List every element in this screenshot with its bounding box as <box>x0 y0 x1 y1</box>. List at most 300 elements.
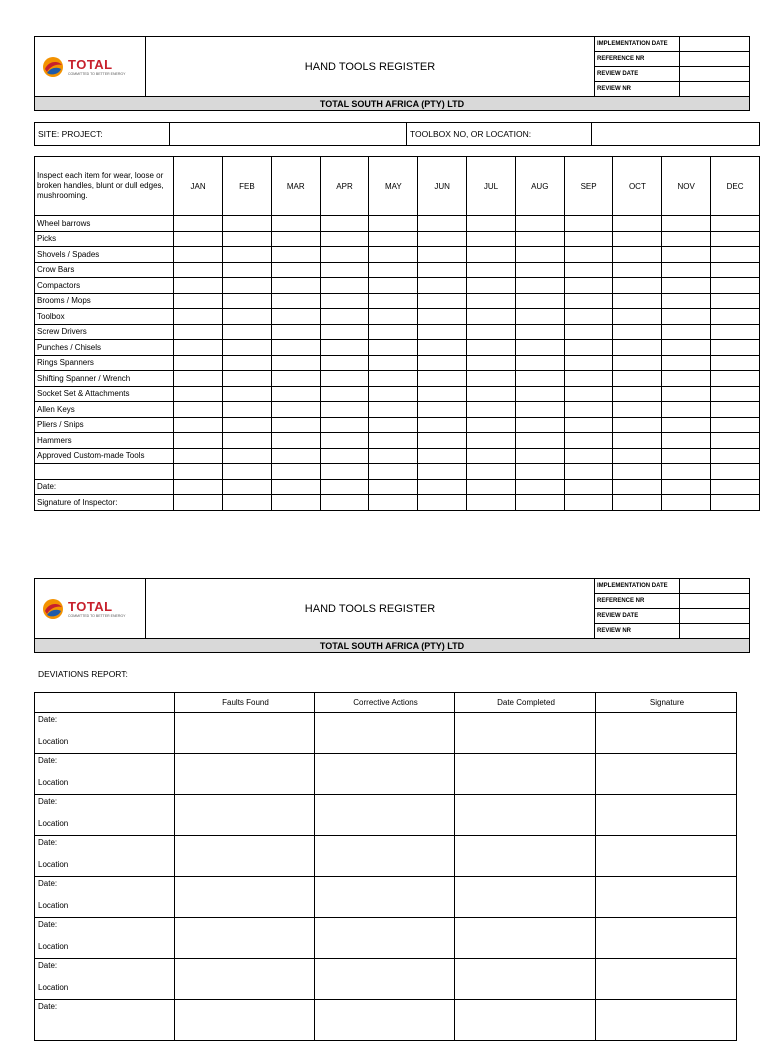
check-cell[interactable] <box>662 324 711 340</box>
deviation-date-location[interactable] <box>35 1000 175 1041</box>
check-cell[interactable] <box>418 448 467 464</box>
check-cell[interactable] <box>662 340 711 356</box>
check-cell[interactable] <box>662 402 711 418</box>
check-cell[interactable] <box>711 247 760 263</box>
check-cell[interactable] <box>564 464 613 480</box>
check-cell[interactable] <box>564 371 613 387</box>
review-nr-value[interactable] <box>680 624 750 639</box>
check-cell[interactable] <box>662 448 711 464</box>
check-cell[interactable] <box>222 479 271 495</box>
check-cell[interactable] <box>222 386 271 402</box>
check-cell[interactable] <box>515 433 564 449</box>
check-cell[interactable] <box>711 495 760 511</box>
check-cell[interactable] <box>271 417 320 433</box>
deviation-date-location[interactable] <box>35 877 175 918</box>
check-cell[interactable] <box>515 262 564 278</box>
check-cell[interactable] <box>613 464 662 480</box>
check-cell[interactable] <box>418 386 467 402</box>
check-cell[interactable] <box>271 479 320 495</box>
check-cell[interactable] <box>271 386 320 402</box>
check-cell[interactable] <box>613 278 662 294</box>
check-cell[interactable] <box>369 386 418 402</box>
check-cell[interactable] <box>369 479 418 495</box>
check-cell[interactable] <box>564 216 613 232</box>
deviation-entry-cell[interactable] <box>315 795 455 836</box>
check-cell[interactable] <box>320 324 369 340</box>
deviation-entry-cell[interactable] <box>596 754 737 795</box>
check-cell[interactable] <box>515 231 564 247</box>
check-cell[interactable] <box>467 448 516 464</box>
implementation-date-label: IMPLEMENTATION DATE <box>595 579 680 594</box>
check-cell[interactable] <box>564 479 613 495</box>
deviation-entry-cell[interactable] <box>596 713 737 754</box>
check-cell[interactable] <box>662 464 711 480</box>
check-cell[interactable] <box>369 448 418 464</box>
check-cell[interactable] <box>369 309 418 325</box>
blank-row <box>35 464 760 480</box>
check-cell[interactable] <box>174 371 223 387</box>
check-cell[interactable] <box>320 247 369 263</box>
tool-row <box>35 309 760 325</box>
check-cell[interactable] <box>418 216 467 232</box>
check-cell[interactable] <box>222 324 271 340</box>
check-cell[interactable] <box>174 355 223 371</box>
deviation-entry-cell[interactable] <box>596 1000 737 1041</box>
check-cell[interactable] <box>564 495 613 511</box>
check-cell[interactable] <box>564 247 613 263</box>
check-cell[interactable] <box>222 293 271 309</box>
check-cell[interactable] <box>174 340 223 356</box>
check-cell[interactable] <box>174 247 223 263</box>
check-cell[interactable] <box>369 278 418 294</box>
check-cell[interactable] <box>662 309 711 325</box>
check-cell[interactable] <box>613 417 662 433</box>
check-cell[interactable] <box>467 464 516 480</box>
review-date-label: REVIEW DATE <box>595 67 680 82</box>
check-cell[interactable] <box>369 247 418 263</box>
check-cell[interactable] <box>515 324 564 340</box>
check-cell[interactable] <box>613 262 662 278</box>
check-cell[interactable] <box>320 464 369 480</box>
check-cell[interactable] <box>711 371 760 387</box>
check-cell[interactable] <box>467 417 516 433</box>
check-cell[interactable] <box>320 262 369 278</box>
deviation-entry-cell[interactable] <box>175 959 315 1000</box>
check-cell[interactable] <box>271 278 320 294</box>
check-cell[interactable] <box>711 262 760 278</box>
check-cell[interactable] <box>662 247 711 263</box>
check-cell[interactable] <box>320 293 369 309</box>
check-cell[interactable] <box>271 324 320 340</box>
check-cell[interactable] <box>613 433 662 449</box>
deviation-entry-cell[interactable] <box>315 836 455 877</box>
check-cell[interactable] <box>369 355 418 371</box>
check-cell[interactable] <box>271 371 320 387</box>
check-cell[interactable] <box>711 216 760 232</box>
check-cell[interactable] <box>564 340 613 356</box>
check-cell[interactable] <box>467 355 516 371</box>
check-cell[interactable] <box>320 355 369 371</box>
check-cell[interactable] <box>222 371 271 387</box>
check-cell[interactable] <box>369 371 418 387</box>
check-cell[interactable] <box>174 464 223 480</box>
check-cell[interactable] <box>662 386 711 402</box>
check-cell[interactable] <box>320 479 369 495</box>
check-cell[interactable] <box>711 324 760 340</box>
check-cell[interactable] <box>222 495 271 511</box>
deviation-entry-cell[interactable] <box>175 836 315 877</box>
check-cell[interactable] <box>418 433 467 449</box>
reference-nr-value[interactable] <box>680 594 750 609</box>
check-cell[interactable] <box>320 433 369 449</box>
deviation-entry-cell[interactable] <box>596 877 737 918</box>
check-cell[interactable] <box>613 340 662 356</box>
check-cell[interactable] <box>320 371 369 387</box>
deviation-entry-cell[interactable] <box>455 959 596 1000</box>
check-cell[interactable] <box>369 293 418 309</box>
check-cell[interactable] <box>467 231 516 247</box>
deviation-column-header: Corrective Actions <box>315 693 455 713</box>
check-cell[interactable] <box>564 402 613 418</box>
check-cell[interactable] <box>662 293 711 309</box>
check-cell[interactable] <box>174 278 223 294</box>
check-cell[interactable] <box>515 278 564 294</box>
check-cell[interactable] <box>222 355 271 371</box>
check-cell[interactable] <box>418 479 467 495</box>
check-cell[interactable] <box>320 278 369 294</box>
check-cell[interactable] <box>320 216 369 232</box>
check-cell[interactable] <box>662 479 711 495</box>
deviation-entry-cell[interactable] <box>175 1000 315 1041</box>
check-cell[interactable] <box>271 293 320 309</box>
deviation-date-location[interactable] <box>35 754 175 795</box>
check-cell[interactable] <box>515 402 564 418</box>
tool-row <box>35 386 760 402</box>
deviation-entry-cell[interactable] <box>175 795 315 836</box>
deviation-date-location[interactable] <box>35 959 175 1000</box>
deviation-entry-cell[interactable] <box>596 918 737 959</box>
check-cell[interactable] <box>174 495 223 511</box>
check-cell[interactable] <box>369 340 418 356</box>
row-label: Screw Drivers <box>35 324 174 340</box>
check-cell[interactable] <box>564 386 613 402</box>
check-cell[interactable] <box>271 262 320 278</box>
check-cell[interactable] <box>467 479 516 495</box>
check-cell[interactable] <box>711 309 760 325</box>
toolbox-location-field[interactable] <box>592 123 760 146</box>
check-cell[interactable] <box>418 247 467 263</box>
check-cell[interactable] <box>564 309 613 325</box>
check-cell[interactable] <box>369 464 418 480</box>
check-cell[interactable] <box>711 464 760 480</box>
deviation-entry-cell[interactable] <box>455 877 596 918</box>
check-cell[interactable] <box>613 402 662 418</box>
check-cell[interactable] <box>711 231 760 247</box>
check-cell[interactable] <box>467 293 516 309</box>
check-cell[interactable] <box>174 231 223 247</box>
check-cell[interactable] <box>418 355 467 371</box>
check-cell[interactable] <box>662 231 711 247</box>
check-cell[interactable] <box>369 324 418 340</box>
row-label: Pliers / Snips <box>35 417 174 433</box>
check-cell[interactable] <box>174 386 223 402</box>
check-cell[interactable] <box>320 495 369 511</box>
check-cell[interactable] <box>222 340 271 356</box>
check-cell[interactable] <box>515 417 564 433</box>
check-cell[interactable] <box>613 293 662 309</box>
row-label: Shifting Spanner / Wrench <box>35 371 174 387</box>
check-cell[interactable] <box>174 293 223 309</box>
deviation-date-location[interactable] <box>35 713 175 754</box>
check-cell[interactable] <box>613 479 662 495</box>
check-cell[interactable] <box>418 293 467 309</box>
deviation-entry-cell[interactable] <box>455 795 596 836</box>
check-cell[interactable] <box>222 247 271 263</box>
deviation-entry-cell[interactable] <box>455 754 596 795</box>
check-cell[interactable] <box>320 309 369 325</box>
deviation-entry-cell[interactable] <box>175 877 315 918</box>
check-cell[interactable] <box>271 495 320 511</box>
check-cell[interactable] <box>515 479 564 495</box>
check-cell[interactable] <box>174 433 223 449</box>
deviation-entry-cell[interactable] <box>315 754 455 795</box>
check-cell[interactable] <box>174 309 223 325</box>
check-cell[interactable] <box>418 324 467 340</box>
check-cell[interactable] <box>271 402 320 418</box>
reference-nr-value[interactable] <box>680 52 750 67</box>
check-cell[interactable] <box>515 495 564 511</box>
row-label: Approved Custom-made Tools <box>35 448 174 464</box>
check-cell[interactable] <box>613 371 662 387</box>
check-cell[interactable] <box>418 309 467 325</box>
check-cell[interactable] <box>711 293 760 309</box>
check-cell[interactable] <box>467 402 516 418</box>
check-cell[interactable] <box>711 386 760 402</box>
check-cell[interactable] <box>418 495 467 511</box>
deviation-row <box>35 754 737 795</box>
check-cell[interactable] <box>369 262 418 278</box>
check-cell[interactable] <box>515 293 564 309</box>
check-cell[interactable] <box>662 262 711 278</box>
check-cell[interactable] <box>515 355 564 371</box>
check-cell[interactable] <box>564 324 613 340</box>
check-cell[interactable] <box>418 340 467 356</box>
check-cell[interactable] <box>564 278 613 294</box>
check-cell[interactable] <box>515 386 564 402</box>
check-cell[interactable] <box>467 433 516 449</box>
implementation-date-value[interactable] <box>680 579 750 594</box>
deviation-entry-cell[interactable] <box>455 713 596 754</box>
check-cell[interactable] <box>613 247 662 263</box>
deviation-location-label: Location <box>38 901 69 910</box>
check-cell[interactable] <box>418 262 467 278</box>
check-cell[interactable] <box>369 402 418 418</box>
tool-row <box>35 371 760 387</box>
check-cell[interactable] <box>174 216 223 232</box>
check-cell[interactable] <box>271 464 320 480</box>
check-cell[interactable] <box>174 417 223 433</box>
check-cell[interactable] <box>320 231 369 247</box>
implementation-date-value[interactable] <box>680 37 750 52</box>
check-cell[interactable] <box>662 417 711 433</box>
check-cell[interactable] <box>222 402 271 418</box>
deviation-entry-cell[interactable] <box>315 1000 455 1041</box>
deviation-entry-cell[interactable] <box>315 959 455 1000</box>
deviation-column-header: Signature <box>596 693 737 713</box>
check-cell[interactable] <box>369 433 418 449</box>
check-cell[interactable] <box>271 216 320 232</box>
check-cell[interactable] <box>662 278 711 294</box>
check-cell[interactable] <box>222 433 271 449</box>
deviation-entry-cell[interactable] <box>455 836 596 877</box>
check-cell[interactable] <box>613 495 662 511</box>
check-cell[interactable] <box>711 355 760 371</box>
check-cell[interactable] <box>320 448 369 464</box>
check-cell[interactable] <box>613 309 662 325</box>
check-cell[interactable] <box>711 417 760 433</box>
deviation-entry-cell[interactable] <box>175 713 315 754</box>
check-cell[interactable] <box>418 371 467 387</box>
check-cell[interactable] <box>222 417 271 433</box>
deviation-entry-cell[interactable] <box>596 959 737 1000</box>
check-cell[interactable] <box>711 433 760 449</box>
check-cell[interactable] <box>564 262 613 278</box>
deviation-location-label: Location <box>38 819 69 828</box>
check-cell[interactable] <box>222 231 271 247</box>
check-cell[interactable] <box>369 216 418 232</box>
check-cell[interactable] <box>711 340 760 356</box>
check-cell[interactable] <box>515 340 564 356</box>
site-project-field[interactable] <box>170 123 407 146</box>
check-cell[interactable] <box>174 402 223 418</box>
check-cell[interactable] <box>467 278 516 294</box>
check-cell[interactable] <box>467 371 516 387</box>
check-cell[interactable] <box>711 402 760 418</box>
deviation-entry-cell[interactable] <box>596 795 737 836</box>
check-cell[interactable] <box>320 340 369 356</box>
check-cell[interactable] <box>467 262 516 278</box>
check-cell[interactable] <box>467 340 516 356</box>
deviation-entry-cell[interactable] <box>315 713 455 754</box>
check-cell[interactable] <box>467 309 516 325</box>
check-cell[interactable] <box>515 216 564 232</box>
check-cell[interactable] <box>271 231 320 247</box>
check-cell[interactable] <box>174 262 223 278</box>
month-header-aug: AUG <box>515 157 564 216</box>
check-cell[interactable] <box>711 479 760 495</box>
deviation-date-location[interactable] <box>35 795 175 836</box>
check-cell[interactable] <box>222 448 271 464</box>
check-cell[interactable] <box>467 216 516 232</box>
deviation-entry-cell[interactable] <box>596 836 737 877</box>
check-cell[interactable] <box>662 495 711 511</box>
check-cell[interactable] <box>515 464 564 480</box>
check-cell[interactable] <box>271 433 320 449</box>
deviation-date-location[interactable] <box>35 836 175 877</box>
check-cell[interactable] <box>564 355 613 371</box>
inspector-signature-row <box>35 495 760 511</box>
check-cell[interactable] <box>174 479 223 495</box>
check-cell[interactable] <box>613 324 662 340</box>
check-cell[interactable] <box>467 495 516 511</box>
check-cell[interactable] <box>613 355 662 371</box>
check-cell[interactable] <box>613 386 662 402</box>
check-cell[interactable] <box>320 402 369 418</box>
check-cell[interactable] <box>613 231 662 247</box>
check-cell[interactable] <box>174 324 223 340</box>
deviation-location-label: Location <box>38 983 69 992</box>
check-cell[interactable] <box>564 448 613 464</box>
check-cell[interactable] <box>418 231 467 247</box>
check-cell[interactable] <box>564 433 613 449</box>
check-cell[interactable] <box>467 324 516 340</box>
deviation-entry-cell[interactable] <box>315 877 455 918</box>
check-cell[interactable] <box>369 495 418 511</box>
check-cell[interactable] <box>613 216 662 232</box>
deviation-entry-cell[interactable] <box>455 918 596 959</box>
deviation-date-location[interactable] <box>35 918 175 959</box>
check-cell[interactable] <box>271 247 320 263</box>
check-cell[interactable] <box>418 402 467 418</box>
check-cell[interactable] <box>222 262 271 278</box>
check-cell[interactable] <box>467 247 516 263</box>
check-cell[interactable] <box>418 417 467 433</box>
check-cell[interactable] <box>320 386 369 402</box>
check-cell[interactable] <box>564 231 613 247</box>
check-cell[interactable] <box>320 417 369 433</box>
check-cell[interactable] <box>662 216 711 232</box>
review-date-value[interactable] <box>680 609 750 624</box>
check-cell[interactable] <box>662 355 711 371</box>
check-cell[interactable] <box>271 448 320 464</box>
check-cell[interactable] <box>515 448 564 464</box>
check-cell[interactable] <box>515 371 564 387</box>
check-cell[interactable] <box>174 448 223 464</box>
check-cell[interactable] <box>418 464 467 480</box>
check-cell[interactable] <box>222 309 271 325</box>
check-cell[interactable] <box>467 386 516 402</box>
month-header-jan: JAN <box>174 157 223 216</box>
check-cell[interactable] <box>515 247 564 263</box>
review-nr-value[interactable] <box>680 82 750 97</box>
check-cell[interactable] <box>613 448 662 464</box>
deviation-entry-cell[interactable] <box>175 754 315 795</box>
inspection-instructions: Inspect each item for wear, loose or broken handles, blunt or dull edges, mushrooming. <box>35 157 174 216</box>
check-cell[interactable] <box>418 278 467 294</box>
check-cell[interactable] <box>222 216 271 232</box>
check-cell[interactable] <box>711 278 760 294</box>
check-cell[interactable] <box>369 417 418 433</box>
deviation-entry-cell[interactable] <box>315 918 455 959</box>
check-cell[interactable] <box>271 355 320 371</box>
deviation-entry-cell[interactable] <box>175 918 315 959</box>
check-cell[interactable] <box>222 278 271 294</box>
check-cell[interactable] <box>515 309 564 325</box>
month-header-oct: OCT <box>613 157 662 216</box>
review-date-value[interactable] <box>680 67 750 82</box>
check-cell[interactable] <box>711 448 760 464</box>
tool-row <box>35 293 760 309</box>
check-cell[interactable] <box>222 464 271 480</box>
check-cell[interactable] <box>369 231 418 247</box>
check-cell[interactable] <box>564 293 613 309</box>
check-cell[interactable] <box>662 433 711 449</box>
check-cell[interactable] <box>662 371 711 387</box>
check-cell[interactable] <box>564 417 613 433</box>
deviation-entry-cell[interactable] <box>455 1000 596 1041</box>
check-cell[interactable] <box>271 309 320 325</box>
check-cell[interactable] <box>271 340 320 356</box>
